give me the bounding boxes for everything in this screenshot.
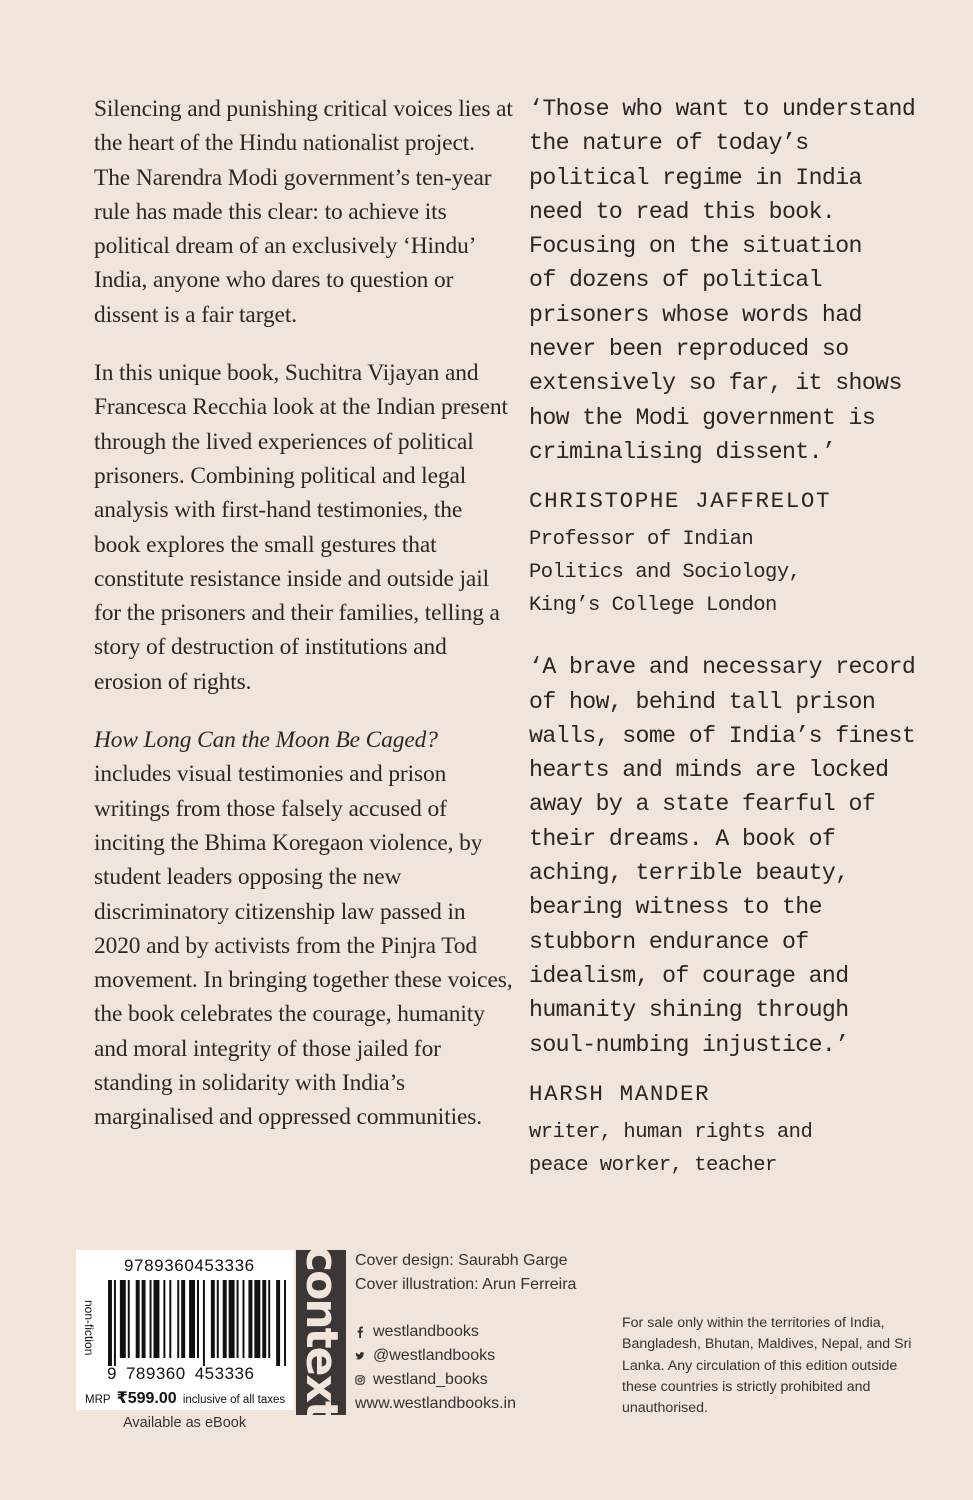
ebook-note: Available as eBook — [123, 1415, 247, 1431]
twitter-link[interactable] — [355, 1344, 516, 1368]
facebook-handle: westlandbooks — [373, 1323, 479, 1340]
mrp-line — [85, 1388, 285, 1408]
instagram-icon — [355, 1374, 365, 1386]
category-label: non-fiction — [82, 1300, 96, 1356]
quote-author: HARSH MANDER — [529, 1080, 711, 1107]
endorsements-column — [529, 92, 929, 1182]
instagram-handle: westland_books — [373, 1371, 488, 1388]
logo-text: context — [296, 1245, 347, 1420]
blurb-paragraph-3-text: includes visual testimonies and prison writings from those falsely accused of inciting the Bhima Koregaon violence, by student leaders opposing the new discriminatory citizenship law passed in 2020 and by activists from the Pinjra Tod movement. In bringing together these voices, the book celebrates the courage, humanity and moral integrity of those jailed for standing in solidarity with India’s marginalised and oppressed communities. — [94, 761, 513, 1131]
quote-text: ‘Those who want to understand the nature of today’s political regime in India need to read this book. Focusing on the situation of dozens of political prisoners whose words had never been reproduced so extensively so far, it shows how the Modi government is criminalising dissent.’ — [529, 96, 916, 465]
isbn-digit-group: 9 — [107, 1364, 117, 1383]
isbn-number: 9789360453336 — [124, 1256, 255, 1275]
publisher-logo — [296, 1245, 347, 1420]
blurb-paragraph-3 — [94, 723, 514, 1135]
quote-author-role: writer, human rights and peace worker, teacher — [529, 1120, 813, 1177]
blurb-column — [94, 92, 514, 1159]
mrp-label: MRP — [85, 1394, 111, 1406]
twitter-handle: @westlandbooks — [373, 1347, 496, 1364]
instagram-link[interactable] — [355, 1368, 516, 1392]
blurb-paragraph-2: In this unique book, Suchitra Vijayan and Francesca Recchia look at the Indian present through the lived experiences of political prisoners. Combining political and legal analysis with first-hand testimonies, the book explores the small gestures that constitute resistance inside and outside jail for the prisoners and their families, telling a story of destruction of institutions and erosion of rights. — [94, 360, 508, 695]
cover-credits — [355, 1249, 576, 1296]
barcode-icon — [108, 1280, 288, 1366]
blurb-paragraph-1: Silencing and punishing critical voices lies at the heart of the Hindu nationalist project. The Narendra Modi government’s ten-year rule has made this clear: to achieve its political dream of an exclusively ‘Hindu’ India, anyone who dares to question or dissent is a fair target. — [94, 96, 513, 328]
tax-note: inclusive of all taxes — [182, 1394, 286, 1406]
website-link[interactable]: www.westlandbooks.in — [355, 1395, 516, 1412]
quote-author: CHRISTOPHE JAFFRELOT — [529, 488, 832, 515]
isbn-digit-group: 789360 — [125, 1364, 186, 1383]
facebook-link[interactable] — [355, 1320, 516, 1344]
quote-text: ‘A brave and necessary record of how, behind tall prison walls, some of India’s finest hearts and minds are locked away by a state fearful of their dreams. A book of aching, terrible beauty, bearing witness to the stubborn endurance of idealism, of courage and humanity shining through soul-numbing injustice.’ — [529, 654, 916, 1058]
quote-author-role: Professor of Indian Politics and Sociology, King’s College London — [529, 528, 801, 618]
isbn-digit-group: 453336 — [194, 1364, 255, 1383]
facebook-icon — [355, 1326, 365, 1338]
cover-design-credit: Cover design: Saurabh Garge — [355, 1252, 568, 1269]
twitter-icon — [355, 1350, 365, 1362]
endorsement-jaffrelot — [529, 92, 929, 622]
book-title-italic: How Long Can the Moon Be Caged? — [94, 727, 438, 754]
endorsement-mander — [529, 650, 929, 1182]
cover-illustration-credit: Cover illustration: Arun Ferreira — [355, 1275, 577, 1293]
price: ₹599.00 — [116, 1390, 177, 1407]
territory-notice: For sale only within the territories of India, Bangladesh, Bhutan, Maldives, Nepal, and Sri Lanka. Any circulation of this edition outside these countries is strictly prohibited and unauthorised. — [622, 1315, 912, 1417]
social-links — [355, 1320, 516, 1416]
isbn-digits — [107, 1364, 263, 1384]
barcode-panel — [76, 1250, 294, 1410]
